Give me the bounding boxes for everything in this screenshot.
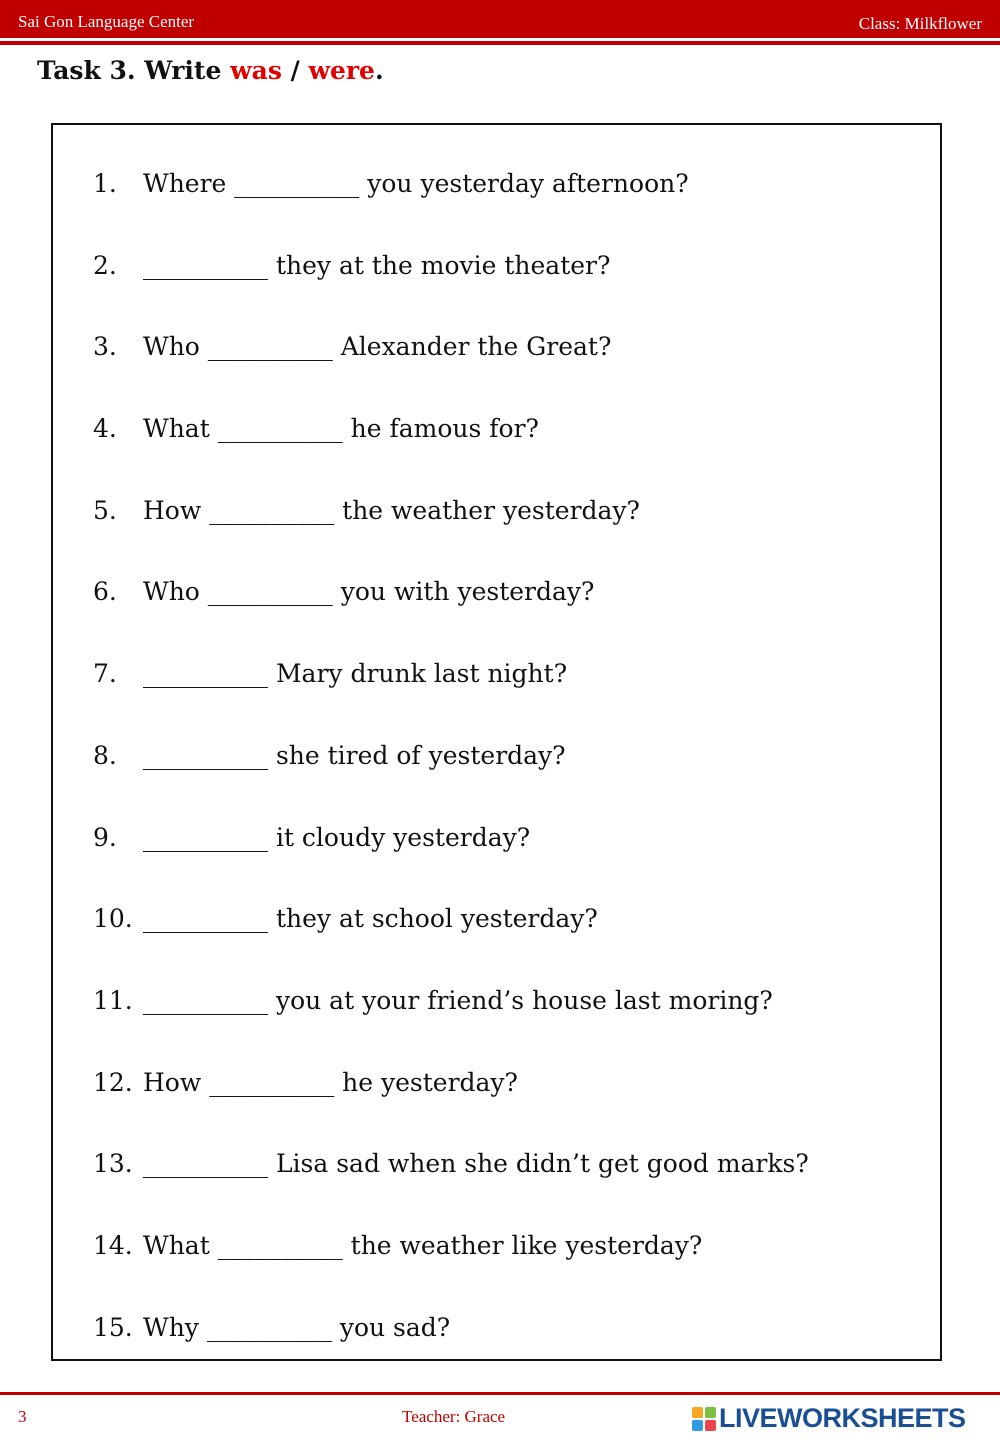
question-number: 12. [93,1067,133,1097]
question-item [93,904,809,986]
question-item [93,332,809,414]
question-number: 14. [93,1230,133,1260]
question-number: 8. [93,740,117,770]
question-text: __________ Lisa sad when she didn’t get good marks? [143,1149,809,1179]
question-number: 4. [93,414,117,444]
question-text: Where __________ you yesterday afternoon? [143,169,689,198]
question-text: Who __________ you with yesterday? [143,577,595,607]
question-item [93,496,809,578]
question-item [93,741,809,823]
brand-name: LIVEWORKSHEETS [719,1403,966,1433]
school-name: Sai Gon Language Center [18,12,195,31]
question-item [93,659,809,741]
question-item [93,1149,809,1231]
question-number: 5. [93,495,117,525]
question-item [93,823,809,905]
logo-square [692,1420,703,1431]
class-name: Class: Milkflower [858,14,982,33]
logo-square [692,1407,703,1418]
question-number: 7. [93,659,117,689]
question-number: 3. [93,332,117,362]
brand[interactable] [692,1403,966,1434]
question-item [93,169,809,251]
question-text: __________ it cloudy yesterday? [143,822,531,852]
question-number: 1. [93,169,117,198]
question-item [93,1313,809,1395]
footer-divider [0,1392,1000,1395]
question-text: What __________ he famous for? [143,414,539,444]
task-separator: / [281,56,309,85]
header-divider [0,41,1000,45]
question-text: How __________ the weather yesterday? [143,495,640,525]
question-text: __________ you at your friend’s house last moring? [143,985,773,1015]
page-number: 3 [18,1407,27,1426]
question-box [51,123,942,1361]
question-text: Why __________ you sad? [143,1312,451,1342]
question-text: How __________ he yesterday? [143,1067,518,1097]
question-number: 10. [93,904,133,934]
option-was: was [230,56,282,85]
task-title [37,56,384,85]
question-text: What __________ the weather like yesterday? [143,1230,703,1260]
logo-square [705,1420,716,1431]
question-number: 6. [93,577,117,607]
question-item [93,986,809,1068]
logo-square [705,1407,716,1418]
question-text: Who __________ Alexander the Great? [143,332,612,362]
question-number: 2. [93,250,117,280]
liveworksheets-logo-icon [692,1407,716,1431]
question-item [93,1231,809,1313]
question-item [93,251,809,333]
task-prefix: Task 3. Write [37,56,231,85]
task-suffix: . [374,56,384,85]
question-item [93,414,809,496]
question-item [93,577,809,659]
question-item [93,1068,809,1150]
question-number: 15. [93,1312,133,1342]
question-list [93,169,809,1394]
question-text: __________ they at school yesterday? [143,904,598,934]
question-text: __________ Mary drunk last night? [143,659,568,689]
header-bar [0,0,1000,38]
teacher-name: Teacher: Grace [402,1407,506,1426]
question-number: 11. [93,985,133,1015]
question-number: 9. [93,822,117,852]
question-text: __________ she tired of yesterday? [143,740,566,770]
question-number: 13. [93,1149,133,1179]
question-text: __________ they at the movie theater? [143,250,611,280]
option-were: were [308,56,375,85]
